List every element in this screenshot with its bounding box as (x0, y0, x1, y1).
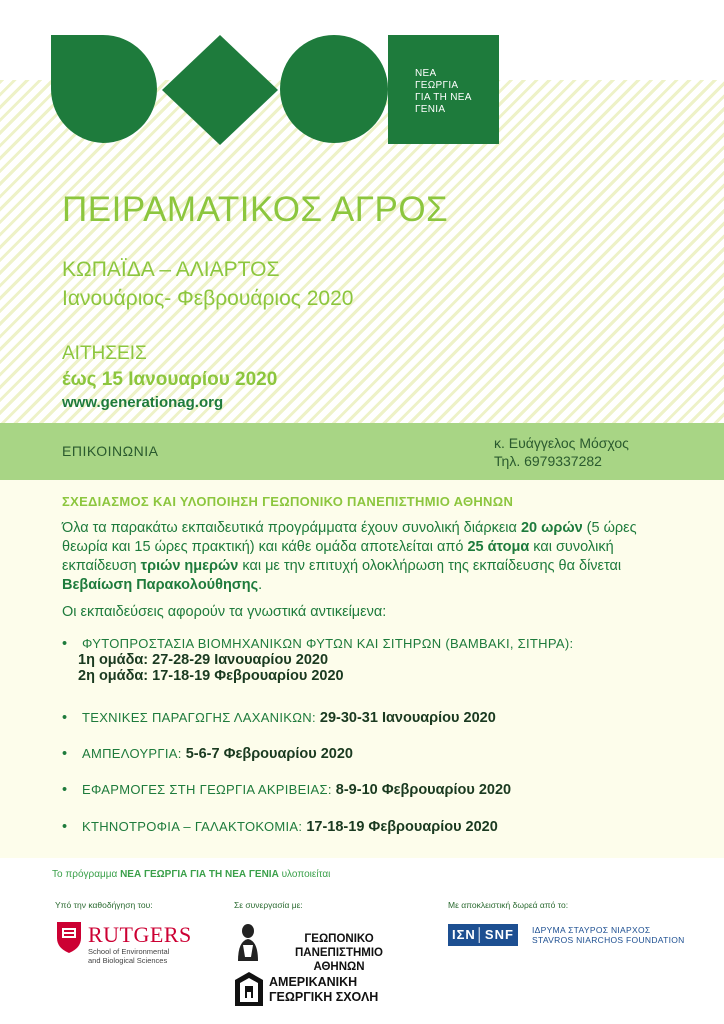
program-dates: 5-6-7 Φεβρουαρίου 2020 (181, 746, 353, 762)
logo-d-shape (51, 35, 157, 143)
contact-label: ΕΠΙΚΟΙΝΩΝΙΑ (62, 443, 159, 459)
donation-label: Με αποκλειστική δωρεά από το: (448, 900, 569, 910)
rutgers-subtitle (88, 947, 208, 965)
subjects-intro: Οι εκπαιδεύσεις αφορούν τα γνωστικά αντικείμενα: (62, 604, 387, 620)
program-item (62, 710, 496, 726)
location-text: ΚΩΠΑΪΔΑ – ΑΛΙΑΡΤΟΣ (62, 258, 280, 281)
program-group-2: 2η ομάδα: 17-18-19 Φεβρουαρίου 2020 (78, 668, 344, 684)
intro-people: 25 άτομα (467, 539, 530, 555)
contact-phone[interactable]: Τηλ. 6979337282 (494, 453, 602, 469)
contact-person-name: κ. Ευάγγελος Μόσχος (494, 435, 629, 451)
cooperation-label: Σε συνεργασία με: (234, 900, 303, 910)
program-name: ΕΦΑΡΜΟΓΕΣ ΣΤΗ ΓΕΩΡΓΙΑ ΑΚΡΙΒΕΙΑΣ: (82, 782, 332, 797)
program-dates: 8-9-10 Φεβρουαρίου 2020 (331, 782, 512, 798)
rutgers-sub-line-1: School of Environmental (88, 947, 170, 956)
page-title: ΠΕΙΡΑΜΑΤΙΚΟΣ ΑΓΡΟΣ (62, 190, 449, 229)
program-item (62, 746, 353, 762)
logo-text-box (388, 35, 499, 144)
afs-name (269, 975, 378, 1005)
aua-emblem-icon (234, 923, 262, 963)
snf-logo (448, 920, 698, 950)
logo-circle-shape (280, 35, 388, 143)
footer-intro-program: ΝΕΑ ΓΕΩΡΓΙΑ ΓΙΑ ΤΗ ΝΕΑ ΓΕΝΙΑ (120, 869, 279, 880)
intro-days: τριών ημερών (140, 558, 239, 574)
program-name: ΤΕΧΝΙΚΕΣ ΠΑΡΑΓΩΓΗΣ ΛΑΧΑΝΙΚΩΝ: (82, 710, 316, 725)
snf-mark: ΙΣΝ│SNF (448, 924, 518, 946)
snf-line-2: STAVROS NIARCHOS FOUNDATION (532, 935, 685, 945)
intro-text-3: και συνολική εκπαίδευση (62, 539, 614, 574)
intro-hours: 20 ωρών (520, 520, 583, 536)
applications-label: ΑΙΤΗΣΕΙΣ (62, 343, 147, 364)
rutgers-sub-line-2: and Biological Sciences (88, 956, 168, 965)
intro-text-4: και με την επιτυχή ολοκλήρωση της εκπαίδευσης θα δίνεται (238, 558, 622, 574)
program-name: ΑΜΠΕΛΟΥΡΓΙΑ: (82, 746, 182, 761)
rutgers-logo (55, 918, 215, 968)
program-name: ΦΥΤΟΠΡΟΣΤΑΣΙΑ ΒΙΟΜΗΧΑΝΙΚΩΝ ΦΥΤΩΝ ΚΑΙ ΣΙΤΗΡΩΝ (ΒΑΜΒΑΚΙ, ΣΙΤΗΡΑ): (82, 636, 574, 651)
afs-line-2: ΓΕΩΡΓΙΚΗ ΣΧΟΛΗ (269, 990, 379, 1004)
afs-emblem-icon (234, 971, 264, 1007)
logo-line-2: ΓΕΩΡΓΙΑ (415, 80, 459, 91)
bullet-icon: • (62, 782, 68, 798)
program-dates: 29-30-31 Ιανουαρίου 2020 (315, 710, 496, 726)
aua-name (264, 932, 414, 974)
snf-text (532, 925, 685, 945)
contact-bar (0, 423, 724, 480)
programs-section (0, 480, 724, 858)
header-section (0, 0, 724, 423)
logo-line-3: ΓΙΑ ΤΗ ΝΕΑ (415, 92, 472, 103)
program-item (62, 782, 511, 798)
contact-details (494, 434, 629, 470)
applications-deadline: έως 15 Ιανουαρίου 2020 (62, 369, 278, 390)
afs-line-1: ΑΜΕΡΙΚΑΝΙΚΗ (269, 975, 358, 989)
afs-logo (234, 971, 424, 1011)
dates-text: Ιανουάριος- Φεβρουάριος 2020 (62, 287, 354, 310)
logo-line-4: ΓΕΝΙΑ (415, 104, 446, 115)
logo-line-1: ΝΕΑ (415, 68, 437, 79)
program-item (62, 819, 498, 835)
intro-text-1: Όλα τα παρακάτω εκπαιδευτικά προγράμματα έχουν συνολική διάρκεια (62, 520, 521, 536)
rutgers-name: RUTGERS (88, 922, 192, 947)
intro-certificate: Βεβαίωση Παρακολούθησης (62, 577, 259, 593)
program-name: ΚΤΗΝΟΤΡΟΦΙΑ – ΓΑΛΑΚΤΟΚΟΜΙΑ: (82, 819, 303, 834)
intro-text-5: . (258, 577, 263, 593)
footer-intro (52, 869, 330, 880)
rutgers-shield-icon (55, 920, 83, 954)
aua-line-1: ΓΕΩΠΟΝΙΚΟ ΠΑΝΕΠΙΣΤΗΜΙΟ (294, 933, 384, 959)
aua-logo (234, 923, 424, 973)
snf-line-1: ΙΔΡΥΜΑ ΣΤΑΥΡΟΣ ΝΙΑΡΧΟΣ (532, 925, 651, 935)
program-group-1: 1η ομάδα: 27-28-29 Ιανουαρίου 2020 (78, 652, 329, 668)
intro-paragraph (62, 519, 682, 595)
program-item (62, 636, 573, 684)
footer-intro-pre: Το πρόγραμμα (52, 869, 121, 880)
footer-intro-post: υλοποιείται (278, 869, 331, 880)
bullet-icon: • (62, 746, 68, 762)
intro-text-2: (5 ώρες θεωρία και 15 ώρες πρακτική) και κάθε ομάδα αποτελείται από (62, 520, 637, 555)
bullet-icon: • (62, 710, 68, 726)
website-link[interactable]: www.generationag.org (62, 394, 224, 411)
section-heading: ΣΧΕΔΙΑΣΜΟΣ ΚΑΙ ΥΛΟΠΟΙΗΣΗ ΓΕΩΠΟΝΙΚΟ ΠΑΝΕΠΙΣΤΗΜΙΟ ΑΘΗΝΩΝ (62, 494, 514, 509)
logo-shapes (0, 0, 724, 160)
footer (0, 858, 724, 1024)
bullet-icon: • (62, 819, 68, 835)
bullet-icon: • (62, 636, 68, 652)
program-dates: 17-18-19 Φεβρουαρίου 2020 (302, 819, 498, 835)
aua-line-2: ΑΘΗΝΩΝ (313, 961, 365, 973)
logo-diamond-shape (162, 35, 278, 145)
supervision-label: Υπό την καθοδήγηση του: (55, 900, 153, 910)
